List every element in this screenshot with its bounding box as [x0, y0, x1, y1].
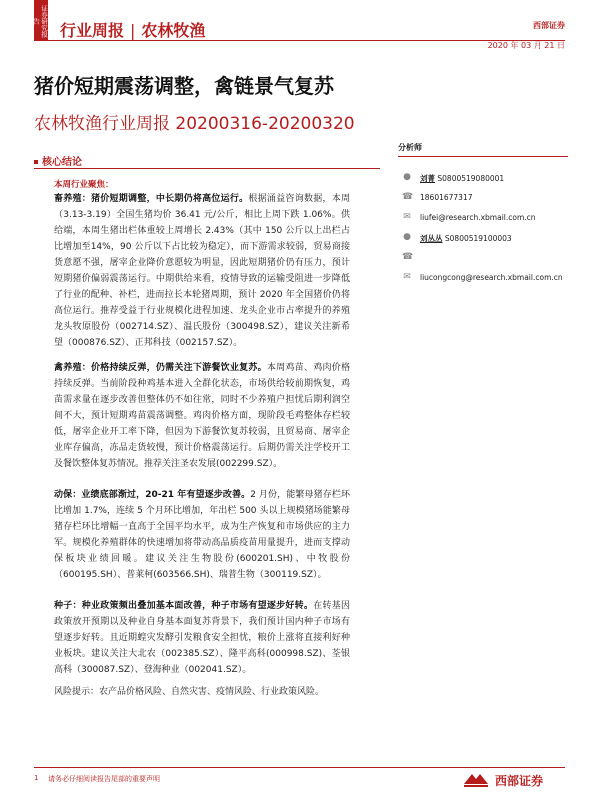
section-divider — [34, 168, 380, 169]
paragraph-text: 本周鸡苗、鸡肉价格持续反弹。当前阶段种鸡基本进入全群化状态，市场供给较前期恢复，鸡苗需求量在逐步改善但整体仍不如往常，同时不少养殖户担忧后期利润空间不大，预计短期鸡苗震荡调整。鸡肉价格方面，现阶段毛鸡整体存栏较低，屠宰企业开工率下降，但因为下游餐饮复苏较弱，且贸易商、屠宰企业库存偏高，冻品走货较慢，预计价格震荡运行。后期仍需关注学校开工及餐饮整体复苏情况。推荐关注圣农发展(002299.SZ）。 — [54, 363, 350, 469]
analyst-phone: 18601677317 — [420, 193, 473, 202]
mail-icon: ✉ — [403, 272, 411, 282]
analyst-row — [398, 169, 568, 189]
risk-warning — [54, 684, 350, 700]
focus-label: 本周行业聚焦： — [54, 180, 114, 190]
paragraph-text: 2 月份，能繁母猪存栏环比增加 1.7%，连续 5 个月环比增加，年出栏 500 头以上规模猪场能繁母猪存栏环比增幅一直高于全国平均水平，成为生产恢复和市场供应的主力军。规模化养殖群体的快速增加将带动高品质疫苗用量提升，进而支撑动保板块业绩回暖。建议关注生物股份(600201.SH)、中牧股份（600195.SH）、普莱柯(603566.SH)、瑞普生物（300119.SZ）。 — [54, 490, 350, 580]
page-number: 1 — [34, 774, 39, 782]
analyst-row — [398, 269, 568, 289]
paragraph-text: 根据涌益咨询数据，本周（3.13-3.19）全国生猪均价 36.41 元/公斤，相比上周下跌 1.06%。供给端，本周生猪出栏体重较上周增长 2.43%（其中 150 公斤以上出栏占比增加至14%，90 公斤以下占比较为稳定），而下游需求较弱，贸易商接货意愿不强，屠宰企业降价意愿较为明显，因此短期猪价仍有压力，预计短期猪价偏弱震荡运行。中期供给来看，疫情导致的运输受阻进一步降低了行业的配种、补栏，进而拉长本轮猪周期，预计 2020 年全国猪价仍将高位运行。推荐受益于行业规模化进程加速、龙头企业市占率提升的养殖龙头牧原股份（002714.SZ）、温氏股份（300498.SZ），建议关注新希望（000876.SZ）、正邦科技（002157.SZ）。 — [54, 194, 350, 348]
header-separator: | — [130, 21, 136, 40]
header-title — [60, 18, 205, 41]
footer-divider — [34, 767, 565, 768]
analyst-panel — [398, 142, 568, 289]
analyst-row — [398, 209, 568, 229]
paragraph-lead: 动保：业绩底部渐过，20-21 年有望逐步改善。 — [54, 490, 251, 500]
user-icon: ● — [403, 232, 411, 242]
analyst-cert: S0800519100003 — [442, 234, 512, 243]
paragraph-lead: 禽养殖：价格持续反弹，仍需关注下游餐饮业复苏。 — [54, 363, 267, 373]
bullet-icon — [34, 160, 38, 164]
paragraph-text: 风险提示：农产品价格风险、自然灾害、疫情风险、行业政策风险。 — [54, 687, 325, 697]
section-heading — [34, 153, 82, 168]
paragraph-lead: 畜养殖：猪价短期调整，中长期仍将高位运行。 — [54, 194, 249, 204]
mail-icon: ✉ — [403, 212, 411, 222]
report-title: 猪价短期震荡调整，禽链景气复苏 — [34, 74, 334, 98]
analyst-email[interactable]: liucongcong@research.xbmail.com.cn — [420, 273, 563, 282]
analyst-name: 刘菁 — [420, 174, 435, 183]
header-brand: 西部证券 — [533, 21, 565, 30]
report-type-tab: 证券研究报告 — [34, 0, 48, 40]
analyst-cert: S0800519080001 — [435, 174, 505, 183]
header-divider — [34, 40, 565, 41]
section-heading-label: 核心结论 — [42, 157, 82, 168]
footer-brand: 西部证券 — [495, 774, 544, 788]
report-date: 2020 年 03 月 21 日 — [487, 41, 565, 50]
phone-icon: ☎ — [402, 192, 414, 202]
paragraph-seeds — [54, 598, 350, 678]
report-subtitle: 农林牧渔行业周报 20200316-20200320 — [34, 114, 355, 134]
analyst-name: 刘丛丛 — [420, 234, 443, 243]
paragraph-text: 在转基因政策放开预期以及种业自身基本面复苏背景下，我们预计国内种子市场有望逐步好转。且近期蝗灾发酵引发粮食安全担忧，粮价上涨将直接利好种业板块。建议关注大北农（002385.SZ）、隆平高科(000998.SZ)、荃银高科（300087.SZ）、登海种业（002041.SZ）。 — [54, 601, 350, 675]
analyst-heading: 分析师 — [398, 142, 568, 157]
header-title-right: 农林牧渔 — [141, 21, 206, 40]
analyst-email[interactable]: liufei@research.xbmail.com.cn — [420, 213, 536, 222]
header-title-left: 行业周报 — [60, 21, 125, 40]
paragraph-poultry — [54, 360, 350, 472]
paragraph-animal-health — [54, 487, 350, 583]
analyst-row — [398, 189, 568, 209]
analyst-row — [398, 229, 568, 249]
analyst-row — [398, 249, 568, 269]
paragraph-lead: 种子：种业政策频出叠加基本面改善，种子市场有望逐步好转。 — [54, 601, 314, 611]
disclaimer-note: 请务必仔细阅读报告尾部的重要声明 — [48, 775, 160, 783]
paragraph-pig-farming — [54, 191, 350, 351]
company-logo-icon — [462, 770, 490, 790]
user-icon: ● — [403, 172, 411, 182]
phone-icon: ☎ — [402, 252, 414, 262]
